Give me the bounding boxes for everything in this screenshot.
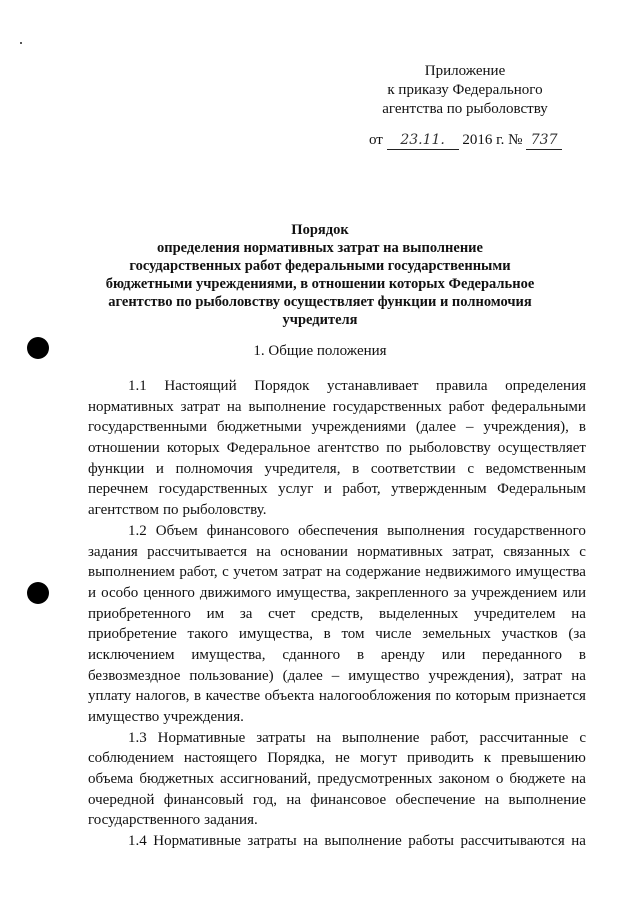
title-line: определения нормативных затрат на выполнение bbox=[157, 240, 483, 256]
text-line: функции и полномочия учредителя, в соответствии с ведомственным bbox=[88, 460, 586, 477]
scan-speck bbox=[20, 42, 22, 44]
text-line: нормативных затрат на выполнение государственных работ федеральными bbox=[88, 398, 586, 415]
paragraph bbox=[88, 521, 586, 728]
text-line: исключением имущества, сданного в аренду или переданного в bbox=[88, 646, 586, 663]
text-line: перечнем государственных услуг и работ, утвержденным Федеральным bbox=[88, 481, 586, 498]
punch-hole-bottom bbox=[27, 582, 49, 604]
text-line: 1.3 Нормативные затраты на выполнение работ, рассчитанные с bbox=[128, 729, 586, 746]
text-line: приобретенного им за счет средств, выделенных учредителем на bbox=[88, 605, 586, 622]
document-title bbox=[80, 221, 560, 329]
text-line: очередной финансовый год, на финансовое обеспечение на выполнение bbox=[88, 791, 586, 808]
section-heading: 1. Общие положения bbox=[253, 343, 387, 359]
text-line: объема бюджетных ассигнований, предусмотренных законом о бюджете на bbox=[88, 771, 586, 788]
title-line: агентство по рыболовству осуществляет функции и полномочия bbox=[108, 294, 532, 310]
title-line: бюджетными учреждениями, в отношении которых Федеральное bbox=[105, 276, 535, 292]
year-and-number-label: 2016 г. № bbox=[462, 132, 523, 148]
text-line: 1.4 Нормативные затраты на выполнение работы рассчитываются на bbox=[128, 833, 586, 850]
paragraph bbox=[88, 728, 586, 831]
text-line: уплату налогов, в качестве объекта налогообложения по которым признается bbox=[88, 688, 586, 705]
text-line: соблюдением настоящего Порядка, не могут приводить к превышению bbox=[88, 750, 586, 767]
appendix-header bbox=[345, 62, 585, 119]
text-line: выполнением работ, с учетом затрат на содержание недвижимого имущества bbox=[88, 564, 586, 581]
text-line: государственными бюджетными учреждениями (далее – учреждения), в bbox=[88, 419, 586, 436]
text-line: безвозмездное пользование) (далее – имущество учреждения), затрат на bbox=[88, 667, 586, 684]
handwritten-date: 23.11. bbox=[387, 132, 459, 150]
text-line: и особо ценного движимого имущества, закрепленного за учреждением или bbox=[88, 584, 586, 601]
order-date-line bbox=[369, 132, 562, 150]
title-line: Порядок bbox=[291, 222, 349, 238]
handwritten-order-number: 737 bbox=[526, 132, 562, 150]
text-line: приобретение такого имущества, в том числе земельных участков (за bbox=[88, 626, 586, 643]
document-body bbox=[88, 376, 586, 852]
paragraph bbox=[88, 376, 586, 521]
text-line: 1.2 Объем финансового обеспечения выполнения государственного bbox=[128, 522, 586, 539]
text-line: агентством по рыболовству. bbox=[88, 502, 267, 519]
text-line: имущество учреждения. bbox=[88, 709, 244, 725]
text-line: отношении которых Федеральное агентство по рыболовству осуществляет bbox=[88, 440, 586, 457]
appendix-line: агентства по рыболовству bbox=[382, 101, 548, 117]
paragraph bbox=[88, 831, 586, 852]
appendix-line: Приложение bbox=[424, 63, 506, 79]
date-prefix: от bbox=[369, 132, 383, 148]
appendix-line: к приказу Федерального bbox=[387, 82, 543, 98]
text-line: государственного задания. bbox=[88, 812, 258, 829]
title-line: учредителя bbox=[282, 312, 358, 328]
text-line: 1.1 Настоящий Порядок устанавливает правила определения bbox=[128, 378, 586, 394]
text-line: задания рассчитывается на основании нормативных затрат, связанных с bbox=[88, 543, 586, 560]
title-line: государственных работ федеральными государственными bbox=[129, 258, 511, 274]
